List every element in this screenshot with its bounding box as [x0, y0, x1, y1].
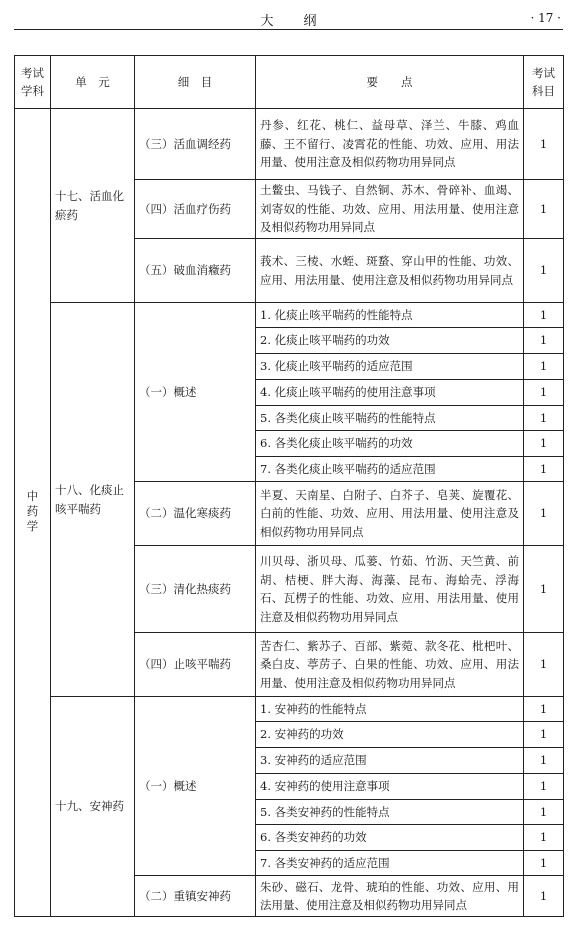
points-cell: 5. 各类化痰止咳平喘药的性能特点 — [256, 406, 524, 431]
points-cell: 丹参、红花、桃仁、益母草、泽兰、牛膝、鸡血藤、王不留行、凌霄花的性能、功效、应用、用法用量、使用注意及相似药物功用异同点 — [256, 109, 524, 180]
level-cell: 1 — [524, 109, 564, 180]
points-cell: 4. 化痰止咳平喘药的使用注意事项 — [256, 380, 524, 406]
detail-cell: （四）止咳平喘药 — [135, 633, 256, 697]
detail-cell: （三）活血调经药 — [135, 109, 256, 180]
level-cell: 1 — [524, 180, 564, 239]
points-cell: 4. 安神药的使用注意事项 — [256, 774, 524, 800]
level-cell: 1 — [524, 697, 564, 722]
table-row — [15, 697, 564, 722]
points-cell: 3. 化痰止咳平喘药的适应范围 — [256, 354, 524, 380]
column-header-detail: 细 目 — [135, 56, 256, 109]
points-cell: 2. 安神药的功效 — [256, 722, 524, 748]
level-cell: 1 — [524, 876, 564, 917]
detail-cell: （五）破血消癥药 — [135, 239, 256, 303]
points-cell: 3. 安神药的适应范围 — [256, 748, 524, 774]
points-cell: 6. 各类化痰止咳平喘药的功效 — [256, 431, 524, 457]
points-cell: 7. 各类安神药的适应范围 — [256, 851, 524, 876]
detail-cell: （四）活血疗伤药 — [135, 180, 256, 239]
subject-cell — [15, 109, 51, 917]
header-title: 大纲 — [260, 14, 347, 29]
column-header-level: 考试科目 — [524, 56, 564, 109]
table-header-row — [15, 56, 564, 109]
column-header-subject: 考试学科 — [15, 56, 51, 109]
unit-cell: 十八、化痰止咳平喘药 — [51, 303, 135, 697]
column-header-unit: 单 元 — [51, 56, 135, 109]
level-cell: 1 — [524, 851, 564, 876]
level-cell: 1 — [524, 406, 564, 431]
page-number: · 17 · — [530, 11, 561, 25]
detail-cell: （二）温化寒痰药 — [135, 482, 256, 546]
level-cell: 1 — [524, 800, 564, 825]
points-cell: 苦杏仁、紫苏子、百部、紫菀、款冬花、枇杷叶、桑白皮、葶苈子、白果的性能、功效、应用、用法用量、使用注意及相似药物功用异同点 — [256, 633, 524, 697]
table-row — [15, 303, 564, 328]
level-cell: 1 — [524, 482, 564, 546]
level-cell: 1 — [524, 380, 564, 406]
detail-cell: （三）清化热痰药 — [135, 546, 256, 633]
level-cell: 1 — [524, 633, 564, 697]
points-cell: 半夏、天南星、白附子、白芥子、皂荚、旋覆花、白前的性能、功效、应用、用法用量、使用注意及相似药物功用异同点 — [256, 482, 524, 546]
points-cell: 川贝母、浙贝母、瓜蒌、竹茹、竹沥、天竺黄、前胡、桔梗、胖大海、海藻、昆布、海蛤壳、浮海石、瓦楞子的性能、功效、应用、用法用量、使用注意及相似药物功用异同点 — [256, 546, 524, 633]
points-cell: 2. 化痰止咳平喘药的功效 — [256, 328, 524, 354]
table-row — [15, 109, 564, 180]
syllabus-table — [14, 55, 564, 917]
level-cell: 1 — [524, 354, 564, 380]
level-cell: 1 — [524, 239, 564, 303]
level-cell: 1 — [524, 825, 564, 851]
unit-cell: 十九、安神药 — [51, 697, 135, 917]
level-cell: 1 — [524, 303, 564, 328]
column-header-points: 要 点 — [256, 56, 524, 109]
points-cell: 莪术、三棱、水蛭、斑蝥、穿山甲的性能、功效、应用、用法用量、使用注意及相似药物功用异同点 — [256, 239, 524, 303]
page-header — [14, 6, 563, 30]
unit-cell: 十七、活血化瘀药 — [51, 109, 135, 303]
detail-cell: （一）概述 — [135, 303, 256, 482]
points-cell: 6. 各类安神药的功效 — [256, 825, 524, 851]
level-cell: 1 — [524, 774, 564, 800]
points-cell: 1. 化痰止咳平喘药的性能特点 — [256, 303, 524, 328]
points-cell: 5. 各类安神药的性能特点 — [256, 800, 524, 825]
detail-cell: （二）重镇安神药 — [135, 876, 256, 917]
points-cell: 朱砂、磁石、龙骨、琥珀的性能、功效、应用、用法用量、使用注意及相似药物功用异同点 — [256, 876, 524, 917]
level-cell: 1 — [524, 546, 564, 633]
level-cell: 1 — [524, 748, 564, 774]
points-cell: 7. 各类化痰止咳平喘药的适应范围 — [256, 457, 524, 482]
level-cell: 1 — [524, 431, 564, 457]
level-cell: 1 — [524, 328, 564, 354]
points-cell: 土鳖虫、马钱子、自然铜、苏木、骨碎补、血竭、刘寄奴的性能、功效、应用、用法用量、使用注意及相似药物功用异同点 — [256, 180, 524, 239]
table-body — [15, 109, 564, 917]
level-cell: 1 — [524, 722, 564, 748]
subject-label: 中药学 — [26, 489, 39, 534]
level-cell: 1 — [524, 457, 564, 482]
detail-cell: （一）概述 — [135, 697, 256, 876]
points-cell: 1. 安神药的性能特点 — [256, 697, 524, 722]
